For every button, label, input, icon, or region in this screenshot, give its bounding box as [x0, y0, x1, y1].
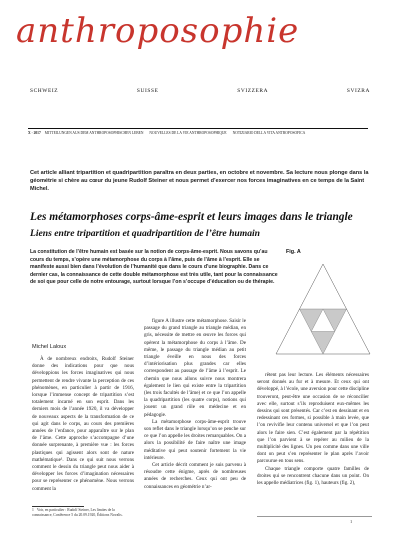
meta-french: NOUVELLES DE LA VIE ANTHROPOSOPHIQUE: [149, 131, 227, 135]
masthead-languages: [30, 88, 370, 94]
meta-italian: NOTIZIARIO DELLA VITA ANTROPOSOFICA: [232, 131, 306, 135]
article-subtitle: Liens entre tripartition et quadripartition de l’être humain: [30, 228, 261, 239]
issue-meta-line: [28, 131, 376, 135]
body-paragraph: Cet article décrit comment je suis parvenu à résoudre cette énigme, après de nombreuses années de recherches. Ceux qui ont peu de connaissances en géométrie n’ar-: [144, 462, 246, 490]
language-svizra: SVIZRA: [346, 88, 370, 94]
language-suisse: SUISSE: [136, 88, 159, 94]
body-paragraph: À de nombreux endroits, Rudolf Steiner donne des indications pour que nous développions les forces imaginatives qui nous permettent de rendre vivante la perception de ces phénomènes, en particulier à partir de 1916, lorsque l’immense concept de tripartition s’est totalement incarné en son esprit. Dans les derniers mois de l’année 1920, il va développer de nouveaux aspects de la transformation de ce qui agit dans le corps, au cours des premières années de l’enfance, pour apparaître sur le plan de l’âme. Cette approche s’accompagne d’une donnée surprenante, à première vue : les forces plastiques qui agissent alors sont de nature mathématique¹. Dans ce qui suit nous verrons comment le dessin du triangle peut nous aider à développer les forces d’imagination nécessaires pour se représenter ce phénomène. Nous verrons comment la: [32, 356, 134, 492]
footnote-number: 1: [32, 508, 34, 512]
body-paragraph: La métamorphose corps-âme-esprit trouve son reflet dans le triangle lorsqu’on se penche sur ce que l’on appelle les droites remarquables. On a alors la possibilité de faire naître une image méditative qui peut soutenir fortement la vie intérieure.: [144, 418, 246, 461]
body-column-2: [144, 318, 246, 491]
page-number: 1: [350, 519, 353, 524]
body-paragraph: Chaque triangle comporte quatre familles de droites qui se rencontrent chacune dans un point. On les appelle médiatrices (fig. 1), hauteurs (fig. 2),: [257, 465, 369, 487]
footnote-divider: [32, 506, 84, 507]
masthead-divider: [28, 128, 368, 129]
footnote-text: Voir, en particulier : Rudolf Steiner, Les limites de la connaissance, Conférence 5 du 20.09.1920, Éditions Novalis.: [32, 508, 123, 518]
language-schweiz: SCHWEIZ: [30, 88, 59, 94]
footnote: [32, 508, 136, 518]
language-svizzera: SVIZZERA: [237, 88, 269, 94]
intro-paragraph: Cet article alliant tripartition et quadripartition paraîtra en deux parties, en octobre et novembre. Sa lecture nous plonge dans la géométrie si chère au cœur du jeune Rudolf Steiner et nous permet d’exercer nos forces imaginatives en ce temps de la Saint Michel.: [30, 170, 369, 192]
figure-a-triangles: [272, 258, 374, 360]
figure-label: Fig. A: [286, 249, 301, 255]
logo-wordmark: anthroposophie: [16, 11, 300, 51]
issue-number: X · 2017: [28, 131, 41, 135]
body-paragraph: figure A illustre cette métamorphose. Saisir le passage du grand triangle au triangle médian, en gris, nécessite de mettre en œuvre les forces qui opèrent la métamorphose du corps à l’âme. De même, le passage du triangle médian au petit triangle éveille en nous des forces d’intériorisation plus grandes car elles correspondent au passage de l’âme à l’esprit. Le chemin que nous allons suivre nous montrera également le lien qui existe entre la tripartition (les trois facultés de l’âme) et ce que l’on appelle la quadripartition (les quatre corps), notions qui jouent un grand rôle en médecine et en pédagogie.: [144, 318, 246, 418]
article-author: Michel Laloux: [32, 344, 67, 350]
article-title: Les métamorphoses corps-âme-esprit et leurs images dans le triangle: [30, 211, 353, 223]
anthroposophie-logo: [12, 4, 312, 56]
body-column-3: [257, 372, 369, 487]
body-paragraph: rêtent pas leur lecture. Les éléments nécessaires seront donnés au fur et à mesure. Et ceux qui ont développé, à l’école, une aversion pour cette discipline trouveront, peut-être une occasion de se réconcilier avec elle, surtout s’ils reproduisent eux-mêmes les dessins qui sont présentés. Car c’est en dessinant et en redessinant ces formes, si possible à main levée, que l’on revivifie leur contenu universel et que l’on peut alors le faire sien. C’est également par la répétition que l’on parvient à se repérer au milieu de la multiplicité des lignes. Un peu comme dans une ville dont on peut s’en représenter le plan après l’avoir parcourue en tous sens.: [257, 372, 369, 465]
body-column-1: [32, 356, 134, 493]
article-lede: La constitution de l’être humain est basée sur la notion de corps-âme-esprit. Nous savons qu’au cours du temps, s’opère une métamorphose du corps à l’âme, puis de l’âme à l’esprit. Elle se manifeste aussi bien dans l’évolution de l’humanité que dans le cours d’une biographie. Dans ce dernier cas, la connaissance de cette double métamorphose est très utile, tant pour la connaissance de soi que pour celle de notre entourage, surtout lorsque l’on s’occupe d’éducation ou de thérapie.: [30, 249, 278, 286]
page-divider: [257, 516, 372, 517]
meta-german: MITTEILUNGEN AUS DEM ANTHROPOSOPHISCHEN LEBEN: [44, 131, 144, 135]
